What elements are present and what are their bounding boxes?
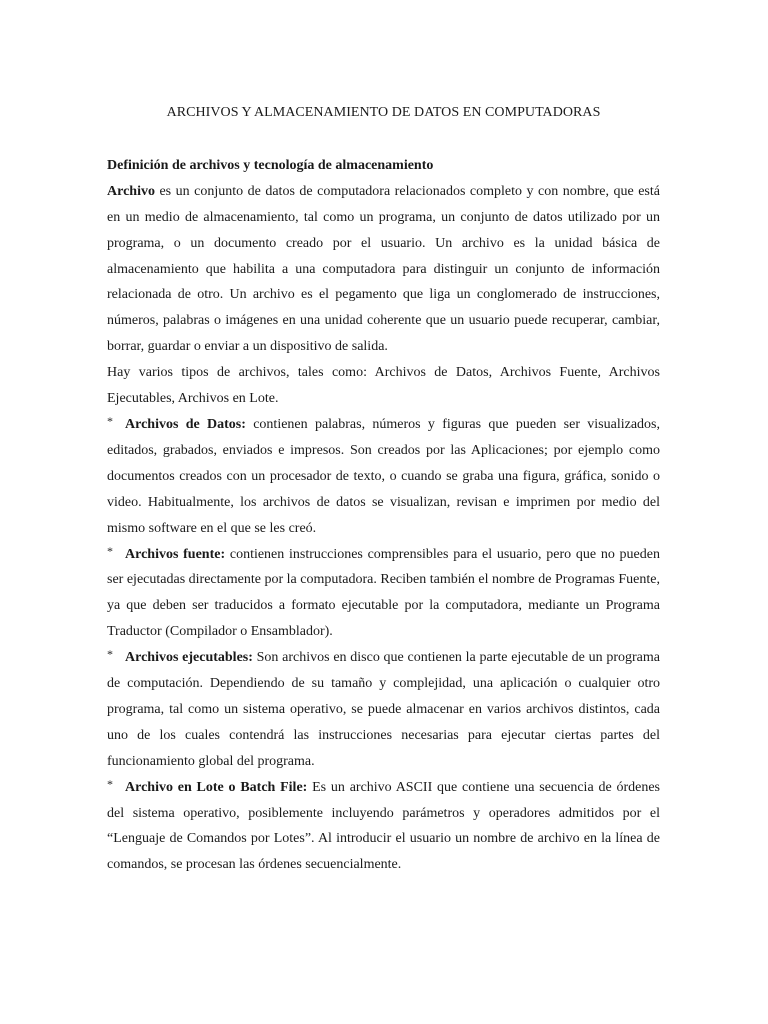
document-title: ARCHIVOS Y ALMACENAMIENTO DE DATOS EN COMPUTADORAS	[166, 105, 601, 120]
item-term: Archivos fuente:	[125, 546, 226, 562]
item-term: Archivos ejecutables:	[125, 650, 253, 666]
item-text: contienen instrucciones comprensibles para el usuario, pero que no pueden ser ejecutadas directamente por la computadora. Reciben también el nombre de Programas Fuente, ya que deben ser traducidos a formato ejecutable por la computadora, mediante un Programa Traductor (Compilador o Ensamblador).	[107, 546, 660, 640]
bullet-asterisk-icon: *	[107, 543, 113, 558]
list-item-archivos-de-datos	[107, 412, 660, 542]
list-item-archivo-en-lote	[107, 775, 660, 879]
list-item-archivos-ejecutables	[107, 645, 660, 775]
item-term: Archivo en Lote o Batch File:	[125, 779, 308, 795]
section-subheading: Definición de archivos y tecnología de almacenamiento	[107, 157, 434, 173]
intro-term: Archivo	[107, 183, 155, 199]
document-page	[107, 100, 660, 878]
item-text: Es un archivo ASCII que contiene una secuencia de órdenes del sistema operativo, posiblemente incluyendo parámetros y operadores admitidos por el “Lenguaje de Comandos por Lotes”. Al introducir el usuario un nombre de archivo en la línea de comandos, se procesan las órdenes secuencialmente.	[107, 779, 660, 873]
intro-text: es un conjunto de datos de computadora relacionados completo y con nombre, que está en un medio de almacenamiento, tal como un programa, un conjunto de datos utilizado por un programa, o un documento creado por el usuario. Un archivo es la unidad básica de almacenamiento que habilita a una computadora para distinguir un conjunto de información relacionada de otro. Un archivo es el pegamento que liga un conglomerado de instrucciones, números, palabras o imágenes en una unidad coherente que un usuario puede recuperar, cambiar, borrar, guardar o enviar a un dispositivo de salida.	[107, 183, 660, 355]
types-intro-paragraph: Hay varios tipos de archivos, tales como: Archivos de Datos, Archivos Fuente, Archivos Ejecutables, Archivos en Lote.	[107, 365, 660, 407]
list-item-archivos-fuente	[107, 542, 660, 646]
item-text: contienen palabras, números y figuras que pueden ser visualizados, editados, grabados, enviados e impresos. Son creados por las Aplicaciones; por ejemplo como documentos creados con un procesador de texto, o cuando se graba una figura, gráfica, sonido o video. Habitualmente, los archivos de datos se visualizan, revisan e imprimen por medio del mismo software en el que se les creó.	[107, 416, 660, 536]
bullet-asterisk-icon: *	[107, 776, 113, 791]
intro-paragraph	[107, 179, 660, 360]
item-text: Son archivos en disco que contienen la parte ejecutable de un programa de computación. Dependiendo de su tamaño y complejidad, una aplicación o cualquier otro programa, tal como un sistema operativo, se puede almacenar en varios archivos distintos, cada uno de los cuales contendrá las instrucciones necesarias para ejecutar ciertas partes del funcionamiento global del programa.	[107, 650, 660, 769]
bullet-asterisk-icon: *	[107, 647, 113, 662]
bullet-asterisk-icon: *	[107, 413, 113, 428]
item-term: Archivos de Datos:	[125, 416, 246, 432]
